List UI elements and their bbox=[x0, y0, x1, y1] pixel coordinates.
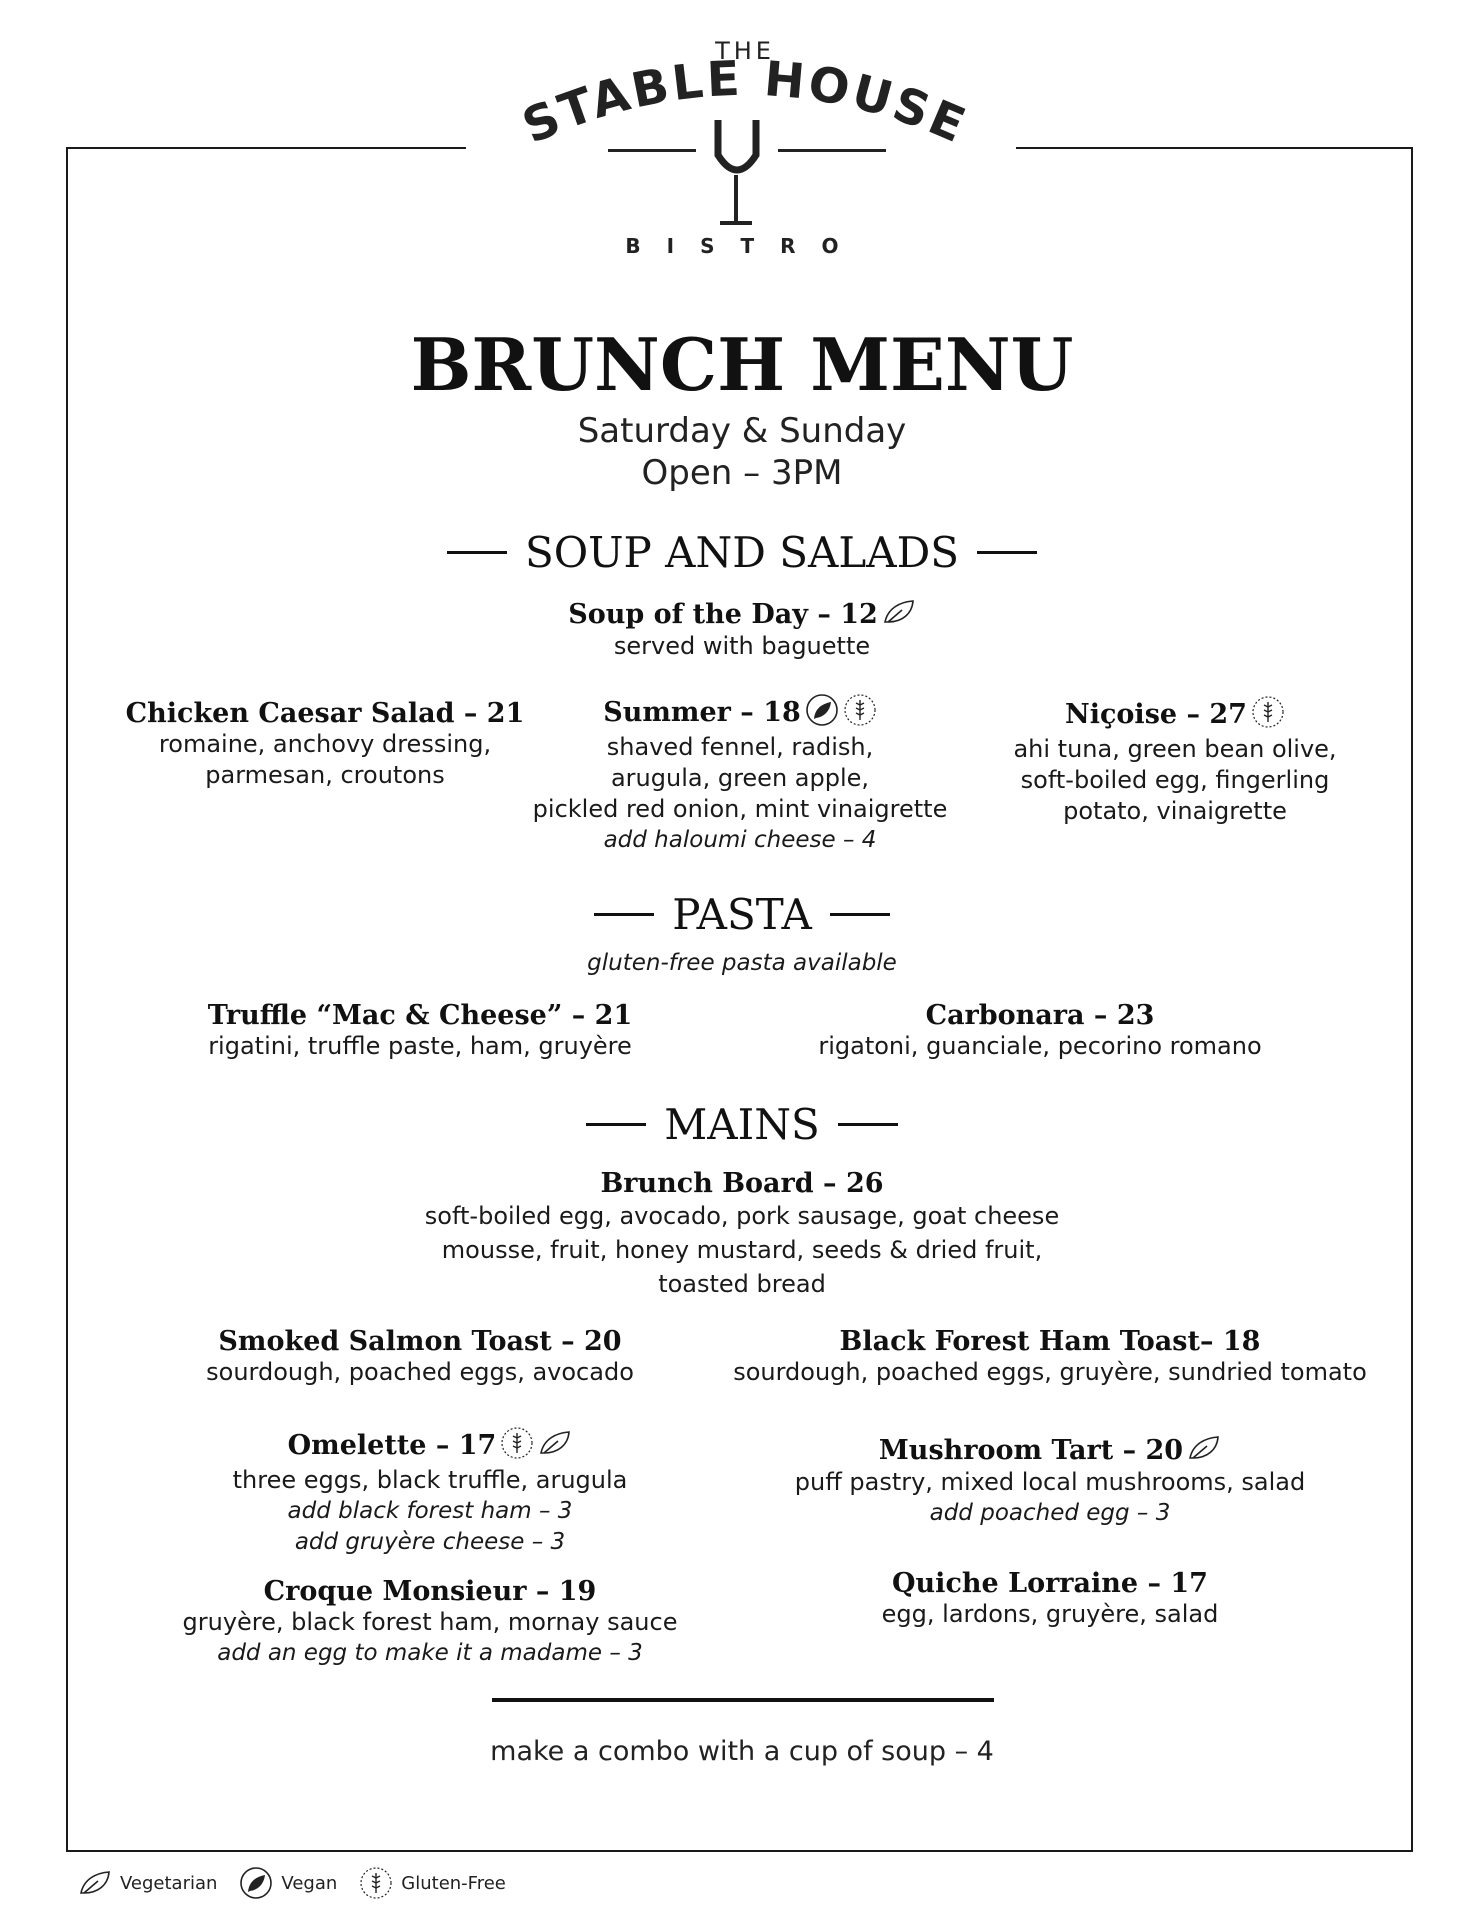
legend-vegan bbox=[239, 1866, 337, 1900]
brunch-board-desc-1: soft-boiled egg, avocado, pork sausage, goat cheese bbox=[424, 1202, 1060, 1230]
legend-vegan-label: Vegan bbox=[281, 1872, 338, 1894]
vegetarian-icon bbox=[1187, 1434, 1221, 1467]
omelette-note-1: add black forest ham – 3 bbox=[287, 1498, 573, 1524]
vegetarian-icon bbox=[882, 598, 916, 631]
nicoise-desc-1: ahi tuna, green bean olive, bbox=[1013, 735, 1337, 763]
summer-title: Summer – 18 bbox=[603, 697, 801, 728]
mushroom-desc: puff pastry, mixed local mushrooms, salad bbox=[794, 1468, 1306, 1496]
legend bbox=[78, 1866, 528, 1900]
legend-gluten-free-label: Gluten-Free bbox=[401, 1872, 506, 1894]
summer-desc-1: shaved fennel, radish, bbox=[606, 733, 874, 761]
mushroom-note: add poached egg – 3 bbox=[929, 1500, 1171, 1526]
vegetarian-icon bbox=[78, 1869, 112, 1897]
brunch-board-desc-2: mousse, fruit, honey mustard, seeds & dried fruit, bbox=[441, 1236, 1043, 1264]
truffle-desc: rigatini, truffle paste, ham, gruyère bbox=[208, 1032, 632, 1060]
legend-vegetarian-label: Vegetarian bbox=[120, 1872, 218, 1894]
quiche-desc: egg, lardons, gruyère, salad bbox=[881, 1600, 1219, 1628]
salmon-title: Smoked Salmon Toast – 20 bbox=[218, 1326, 622, 1357]
logo-stable-house: STABLE HOUSE bbox=[514, 50, 976, 155]
summer-note: add haloumi cheese – 4 bbox=[603, 827, 877, 853]
omelette-desc: three eggs, black truffle, arugula bbox=[232, 1466, 628, 1494]
logo-the: THE bbox=[715, 37, 775, 65]
brunch-board-title: Brunch Board – 26 bbox=[600, 1168, 884, 1199]
section-pasta: PASTA bbox=[0, 890, 1484, 939]
section-soup-salads: SOUP AND SALADS bbox=[0, 528, 1484, 577]
logo-bistro: BISTRO bbox=[625, 234, 865, 258]
ham-toast-desc: sourdough, poached eggs, gruyère, sundried tomato bbox=[733, 1358, 1367, 1386]
gluten-free-icon bbox=[843, 693, 877, 732]
nicoise-desc-3: potato, vinaigrette bbox=[1063, 797, 1287, 825]
omelette-note-2: add gruyère cheese – 3 bbox=[294, 1529, 566, 1555]
croque-desc: gruyère, black forest ham, mornay sauce bbox=[182, 1608, 678, 1636]
omelette-title: Omelette – 17 bbox=[287, 1430, 497, 1461]
caesar-desc-1: romaine, anchovy dressing, bbox=[158, 730, 492, 758]
caesar-title: Chicken Caesar Salad – 21 bbox=[125, 698, 525, 729]
mushroom-title: Mushroom Tart – 20 bbox=[878, 1435, 1184, 1466]
nicoise-title: Niçoise – 27 bbox=[1065, 699, 1247, 730]
vegetarian-icon bbox=[538, 1429, 572, 1462]
croque-title: Croque Monsieur – 19 bbox=[263, 1576, 597, 1607]
pasta-note: gluten-free pasta available bbox=[587, 950, 897, 976]
vegan-icon bbox=[805, 693, 839, 732]
summer-desc-3: pickled red onion, mint vinaigrette bbox=[532, 795, 948, 823]
legend-vegetarian bbox=[78, 1869, 217, 1897]
caesar-desc-2: parmesan, croutons bbox=[205, 761, 445, 789]
combo-note: make a combo with a cup of soup – 4 bbox=[490, 1736, 994, 1767]
page-title: BRUNCH MENU bbox=[410, 322, 1074, 407]
vegan-icon bbox=[239, 1866, 273, 1900]
carbonara-title: Carbonara – 23 bbox=[925, 1000, 1155, 1031]
croque-note: add an egg to make it a madame – 3 bbox=[217, 1640, 643, 1666]
quiche-title: Quiche Lorraine – 17 bbox=[892, 1568, 1208, 1599]
soup-desc: served with baguette bbox=[613, 632, 871, 660]
hours-label: Open – 3PM bbox=[641, 453, 843, 493]
gluten-free-icon bbox=[1251, 695, 1285, 734]
section-mains: MAINS bbox=[0, 1100, 1484, 1149]
truffle-title: Truffle “Mac & Cheese” – 21 bbox=[207, 1000, 633, 1031]
soup-title: Soup of the Day – 12 bbox=[568, 599, 878, 630]
salmon-desc: sourdough, poached eggs, avocado bbox=[206, 1358, 634, 1386]
ham-toast-title: Black Forest Ham Toast– 18 bbox=[839, 1326, 1261, 1357]
gluten-free-icon bbox=[500, 1426, 534, 1465]
carbonara-desc: rigatoni, guanciale, pecorino romano bbox=[818, 1032, 1262, 1060]
nicoise-desc-2: soft-boiled egg, fingerling bbox=[1020, 766, 1330, 794]
logo bbox=[500, 25, 990, 270]
days-label: Saturday & Sunday bbox=[577, 411, 907, 451]
summer-desc-2: arugula, green apple, bbox=[610, 764, 870, 792]
footer-divider bbox=[492, 1698, 994, 1702]
legend-gluten-free bbox=[359, 1866, 506, 1900]
brunch-board-desc-3: toasted bread bbox=[658, 1270, 826, 1298]
gluten-free-icon bbox=[359, 1866, 393, 1900]
